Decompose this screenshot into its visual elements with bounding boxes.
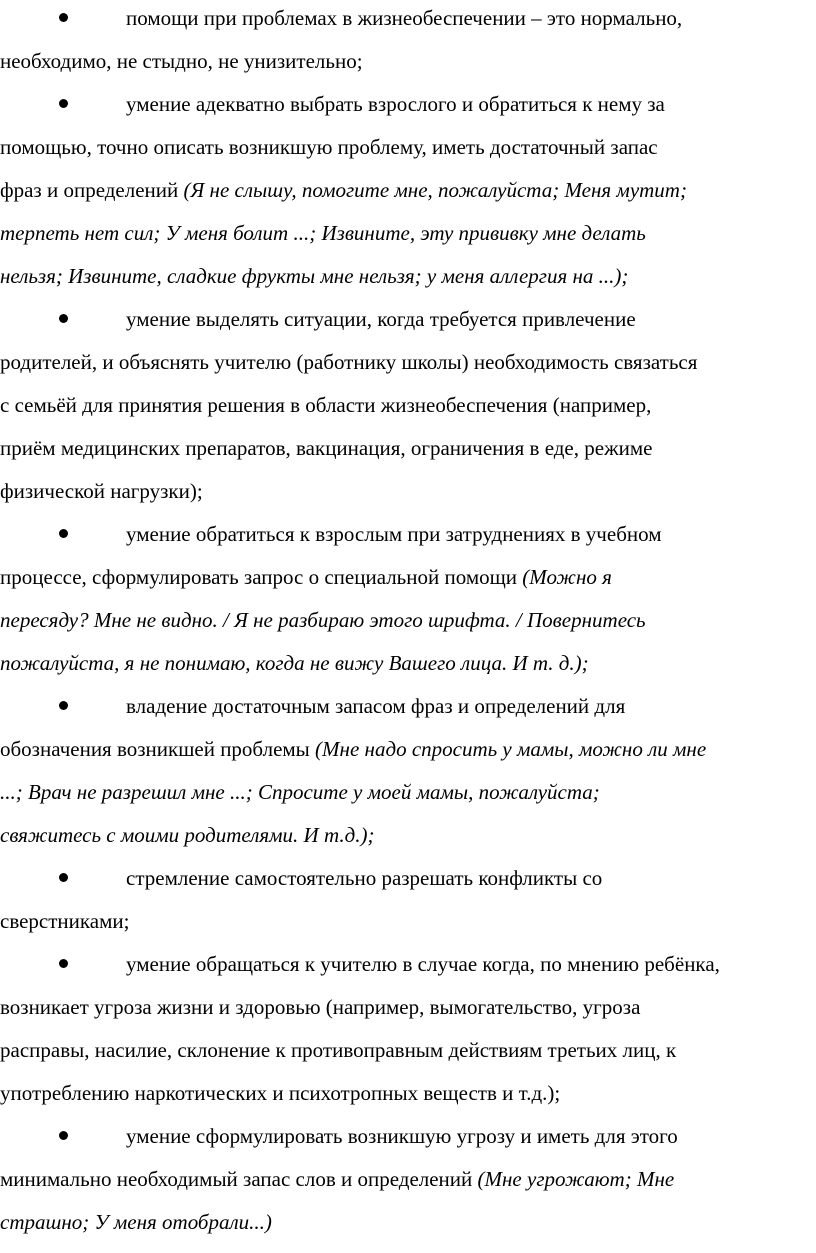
bullet-icon [57, 519, 69, 549]
bullet-icon [57, 863, 69, 893]
text-line: терпеть нет сил; У меня болит ...; Извините, эту прививку мне делать [0, 221, 646, 245]
text-line: умение сформулировать возникшую угрозу и иметь для этого [126, 1124, 678, 1148]
text-line: физической нагрузки); [0, 479, 203, 503]
bullet-icon [57, 1121, 69, 1151]
text-line: фраз и определений (Я не слышу, помогите мне, пожалуйста; Меня мутит; [0, 178, 687, 202]
text-line: умение выделять ситуации, когда требуется привлечение [126, 307, 636, 331]
text-line: умение обращаться к учителю в случае когда, по мнению ребёнка, [126, 952, 720, 976]
text-line: процессе, сформулировать запрос о специальной помощи (Можно я [0, 565, 612, 589]
bullet-icon [57, 3, 69, 33]
text-line: с семьёй для принятия решения в области жизнеобеспечения (например, [0, 393, 652, 417]
text-line: расправы, насилие, склонение к противоправным действиям третьих лиц, к [0, 1038, 677, 1062]
bullet-icon [57, 949, 69, 979]
text-line: возникает угроза жизни и здоровью (например, вымогательство, угроза [0, 995, 641, 1019]
text-line: свяжитесь с моими родителями. И т.д.); [0, 823, 375, 847]
bullet-icon [57, 691, 69, 721]
text-line: сверстниками; [0, 909, 130, 933]
text-line: пожалуйста, я не понимаю, когда не вижу Вашего лица. И т. д.); [0, 651, 589, 675]
text-line: умение адекватно выбрать взрослого и обратиться к нему за [126, 92, 665, 116]
text-line: минимально необходимый запас слов и определений (Мне угрожают; Мне [0, 1167, 675, 1191]
text-line: умение обратиться к взрослым при затруднениях в учебном [126, 522, 662, 546]
text-line: владение достаточным запасом фраз и определений для [126, 694, 626, 718]
text-line: родителей, и объяснять учителю (работнику школы) необходимость связаться [0, 350, 698, 374]
text-line: страшно; У меня отобрали...) [0, 1210, 272, 1234]
text-line: нельзя; Извините, сладкие фрукты мне нельзя; у меня аллергия на ...); [0, 264, 629, 288]
text-line: помощью, точно описать возникшую проблему, иметь достаточный запас [0, 135, 658, 159]
text-line: ...; Врач не разрешил мне ...; Спросите у моей мамы, пожалуйста; [0, 780, 600, 804]
text-line: стремление самостоятельно разрешать конфликты со [126, 866, 603, 890]
text-line: помощи при проблемах в жизнеобеспечении – это нормально, [126, 6, 683, 30]
text-line: обозначения возникшей проблемы (Мне надо спросить у мамы, можно ли мне [0, 737, 707, 761]
text-line: пересяду? Мне не видно. / Я не разбираю этого шрифта. / Повернитесь [0, 608, 646, 632]
text-line: приём медицинских препаратов, вакцинация, ограничения в еде, режиме [0, 436, 653, 460]
bullet-icon [57, 304, 69, 334]
text-line: необходимо, не стыдно, не унизительно; [0, 49, 363, 73]
text-line: употреблению наркотических и психотропных веществ и т.д.); [0, 1081, 561, 1105]
bullet-icon [57, 89, 69, 119]
